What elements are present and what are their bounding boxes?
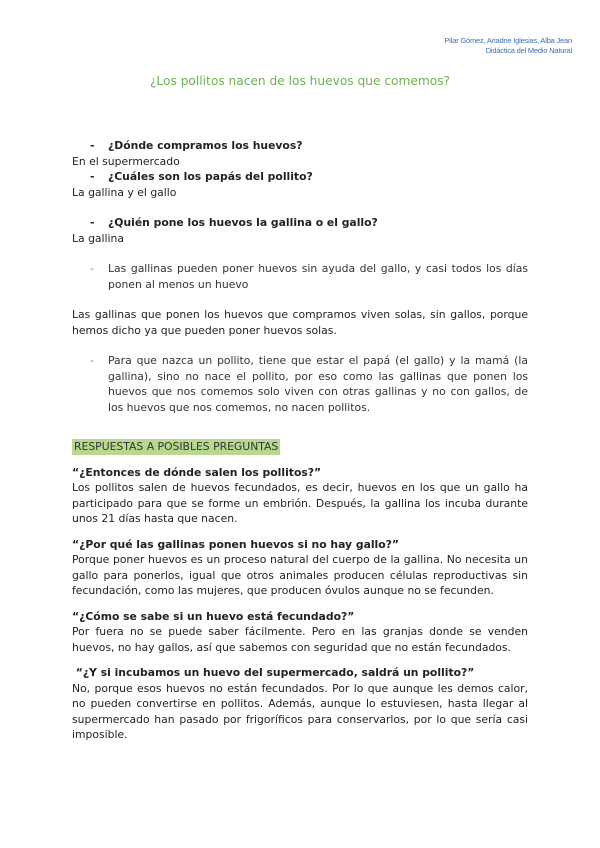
- dash-marker: -: [90, 216, 95, 229]
- answer-text: La gallina: [72, 231, 124, 245]
- paragraph: Las gallinas que ponen los huevos que compramos viven solas, sin gallos, porque hemos dicho ya que pueden poner huevos solas.: [72, 308, 528, 337]
- faq-answer: Por fuera no se puede saber fácilmente. Pero en las granjas donde se venden huevos, no hay gallos, así que sabemos con seguridad que no están fecundados.: [72, 625, 528, 654]
- answer-text: En el supermercado: [72, 154, 180, 168]
- faq-question: “¿Y si incubamos un huevo del supermercado, saldrá un pollito?”: [72, 666, 475, 679]
- question-text: ¿Cuáles son los papás del pollito?: [108, 170, 313, 183]
- question-text: ¿Dónde compramos los huevos?: [108, 139, 303, 152]
- faq-question: “¿Cómo se sabe si un huevo está fecundado?”: [72, 609, 355, 623]
- faq-answer: No, porque esos huevos no están fecundados. Por lo que aunque les demos calor, no pueden convertirse en pollitos. Además, aunque lo estuviesen, hasta llegar al supermercado han pasado por frigoríficos para conservarlos, por lo que sería casi imposible.: [72, 681, 528, 741]
- faq-question: “¿Por qué las gallinas ponen huevos si no hay gallo?”: [72, 537, 400, 551]
- dash-marker: -: [90, 262, 94, 275]
- question-item: [72, 138, 528, 154]
- bullet-text: Las gallinas pueden poner huevos sin ayuda del gallo, y casi todos los días ponen al menos un huevo: [108, 262, 528, 291]
- faq-answer: Los pollitos salen de huevos fecundados, es decir, huevos en los que un gallo ha participado para que se forme un embrión. Después, la gallina los incuba durante unos 21 días hasta que nacen.: [72, 481, 528, 525]
- dash-marker: -: [90, 170, 95, 183]
- dash-marker: -: [90, 354, 94, 367]
- question-item: [72, 215, 528, 231]
- faq-question: “¿Entonces de dónde salen los pollitos?”: [72, 465, 322, 479]
- document-body: [72, 138, 528, 743]
- header-course: Didáctica del Medio Natural: [485, 46, 572, 55]
- question-text: ¿Quién pone los huevos la gallina o el gallo?: [108, 216, 378, 229]
- page-title: ¿Los pollitos nacen de los huevos que comemos?: [149, 74, 451, 88]
- faq-answer: Porque poner huevos es un proceso natural del cuerpo de la gallina. No necesita un gallo para ponerlos, igual que otros animales producen células reproductivas sin fecundación, como las mujeres, que producen óvulos aunque no se fecunden.: [72, 553, 528, 597]
- header-authors: Pilar Gómez, Ariadne Iglesias, Alba Jean: [444, 36, 572, 45]
- page-header: [445, 36, 573, 56]
- section-heading: RESPUESTAS A POSIBLES PREGUNTAS: [74, 440, 279, 453]
- bullet-point: [72, 261, 528, 292]
- bullet-point: [72, 353, 528, 415]
- question-item: [72, 169, 528, 185]
- bullet-text: Para que nazca un pollito, tiene que estar el papá (el gallo) y la mamá (la gallina), sino no nace el pollito, por eso como las gallinas que ponen los huevos que nos comemos solo viven con otras gallinas y no con gallos, de los huevos que nos comemos, no nacen pollitos.: [108, 354, 528, 414]
- answer-text: La gallina y el gallo: [72, 185, 177, 199]
- dash-marker: -: [90, 139, 95, 152]
